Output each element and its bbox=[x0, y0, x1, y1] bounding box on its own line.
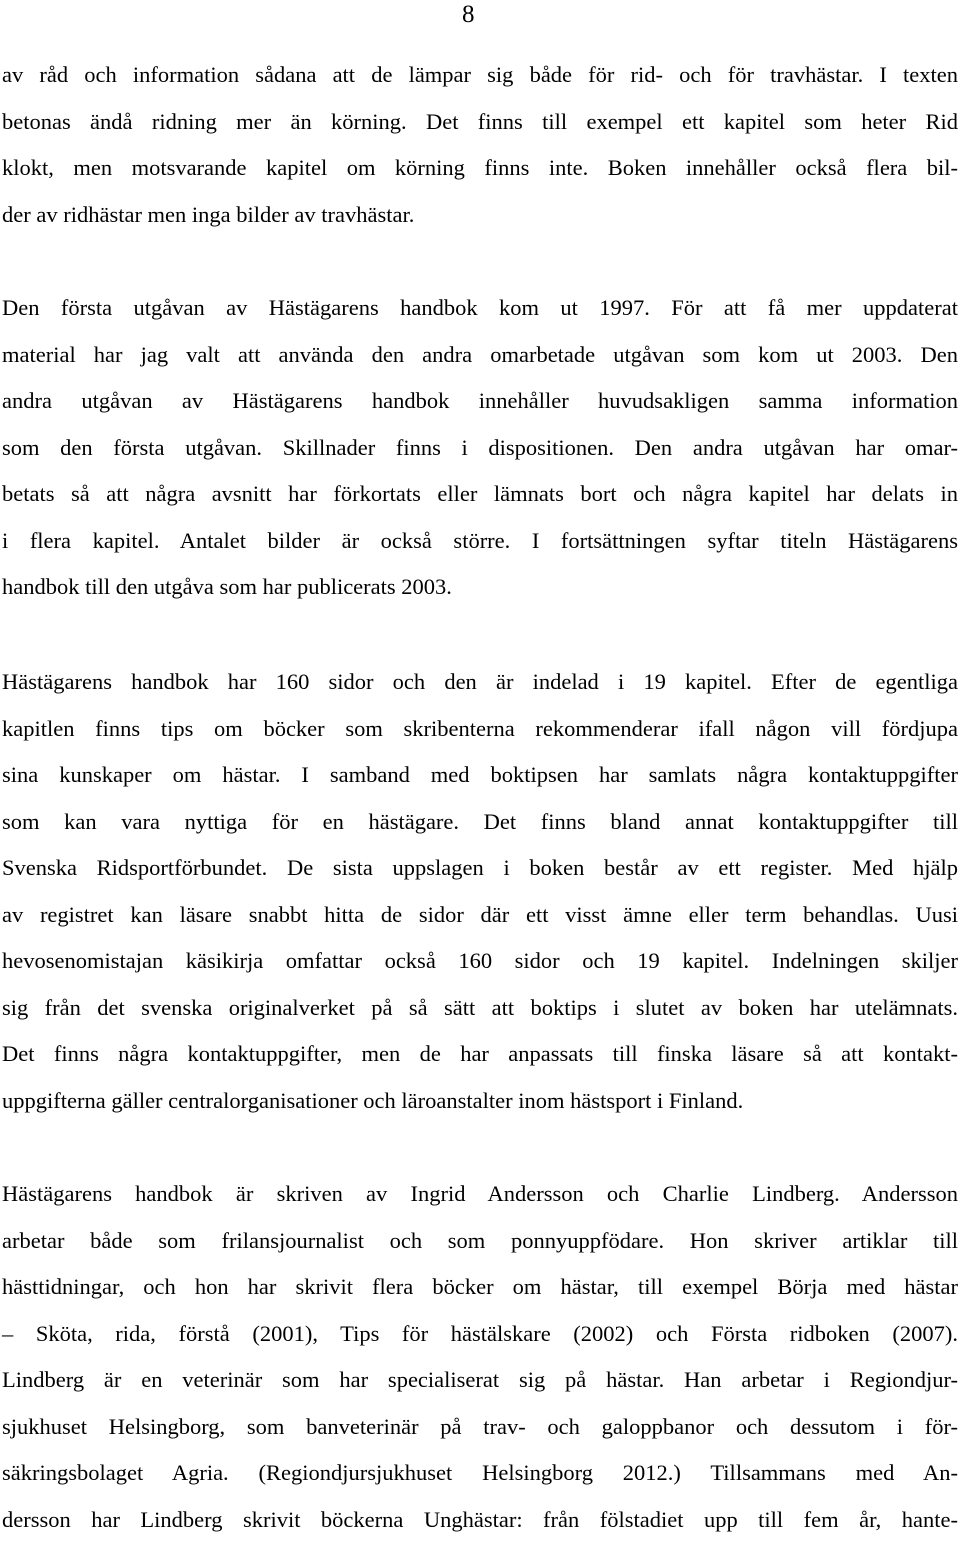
text-line: hästtidningar, och hon har skrivit flera böcker om hästar, till exempel Börja med hästar bbox=[2, 1264, 958, 1311]
paragraph-1 bbox=[2, 52, 958, 238]
text-line: sina kunskaper om hästar. I samband med boktipsen har samlats några kontaktuppgifter bbox=[2, 752, 958, 799]
paragraph-4 bbox=[2, 1171, 958, 1543]
text-line: arbetar både som frilansjournalist och som ponnyuppfödare. Hon skriver artiklar till bbox=[2, 1218, 958, 1265]
text-line: som kan vara nyttiga för en hästägare. Det finns bland annat kontaktuppgifter till bbox=[2, 799, 958, 846]
paragraph-3 bbox=[2, 659, 958, 1124]
text-line: kapitlen finns tips om böcker som skribenterna rekommenderar ifall någon vill fördjupa bbox=[2, 706, 958, 753]
text-line: klokt, men motsvarande kapitel om körning finns inte. Boken innehåller också flera bil- bbox=[2, 145, 958, 192]
text-line: betonas ändå ridning mer än körning. Det finns till exempel ett kapitel som heter Rid bbox=[2, 99, 958, 146]
text-line: Hästägarens handbok har 160 sidor och den är indelad i 19 kapitel. Efter de egentliga bbox=[2, 659, 958, 706]
text-line: betats så att några avsnitt har förkortats eller lämnats bort och några kapitel har delats in bbox=[2, 471, 958, 518]
text-line: av råd och information sådana att de lämpar sig både för rid- och för travhästar. I texten bbox=[2, 52, 958, 99]
text-line: uppgifterna gäller centralorganisationer och läroanstalter inom hästsport i Finland. bbox=[2, 1078, 958, 1125]
text-line: der av ridhästar men inga bilder av travhästar. bbox=[2, 192, 958, 239]
text-line: Den första utgåvan av Hästägarens handbok kom ut 1997. För att få mer uppdaterat bbox=[2, 285, 958, 332]
text-line: andra utgåvan av Hästägarens handbok innehåller huvudsakligen samma information bbox=[2, 378, 958, 425]
text-line: dersson har Lindberg skrivit böckerna Unghästar: från fölstadiet upp till fem år, hante- bbox=[2, 1497, 958, 1543]
text-line: sjukhuset Helsingborg, som banveterinär på trav- och galoppbanor och dessutom i för- bbox=[2, 1404, 958, 1451]
text-line: sig från det svenska originalverket på så sätt att boktips i slutet av boken har utelämnats. bbox=[2, 985, 958, 1032]
text-line: handbok till den utgåva som har publicerats 2003. bbox=[2, 564, 958, 611]
text-line: Svenska Ridsportförbundet. De sista uppslagen i boken består av ett register. Med hjälp bbox=[2, 845, 958, 892]
text-line: av registret kan läsare snabbt hitta de sidor där ett visst ämne eller term behandlas. Uusi bbox=[2, 892, 958, 939]
text-line: i flera kapitel. Antalet bilder är också större. I fortsättningen syftar titeln Hästägarens bbox=[2, 518, 958, 565]
paragraph-2 bbox=[2, 285, 958, 611]
text-line: hevosenomistajan käsikirja omfattar också 160 sidor och 19 kapitel. Indelningen skiljer bbox=[2, 938, 958, 985]
text-line: material har jag valt att använda den andra omarbetade utgåvan som kom ut 2003. Den bbox=[2, 332, 958, 379]
page-number: 8 bbox=[462, 0, 475, 30]
text-line: säkringsbolaget Agria. (Regiondjursjukhuset Helsingborg 2012.) Tillsammans med An- bbox=[2, 1450, 958, 1497]
text-line: Lindberg är en veterinär som har specialiserat sig på hästar. Han arbetar i Regiondjur- bbox=[2, 1357, 958, 1404]
text-line: Hästägarens handbok är skriven av Ingrid Andersson och Charlie Lindberg. Andersson bbox=[2, 1171, 958, 1218]
text-line: som den första utgåvan. Skillnader finns i dispositionen. Den andra utgåvan har omar- bbox=[2, 425, 958, 472]
text-line: Det finns några kontaktuppgifter, men de har anpassats till finska läsare så att kontakt- bbox=[2, 1031, 958, 1078]
text-line: – Sköta, rida, förstå (2001), Tips för hästälskare (2002) och Första ridboken (2007). bbox=[2, 1311, 958, 1358]
